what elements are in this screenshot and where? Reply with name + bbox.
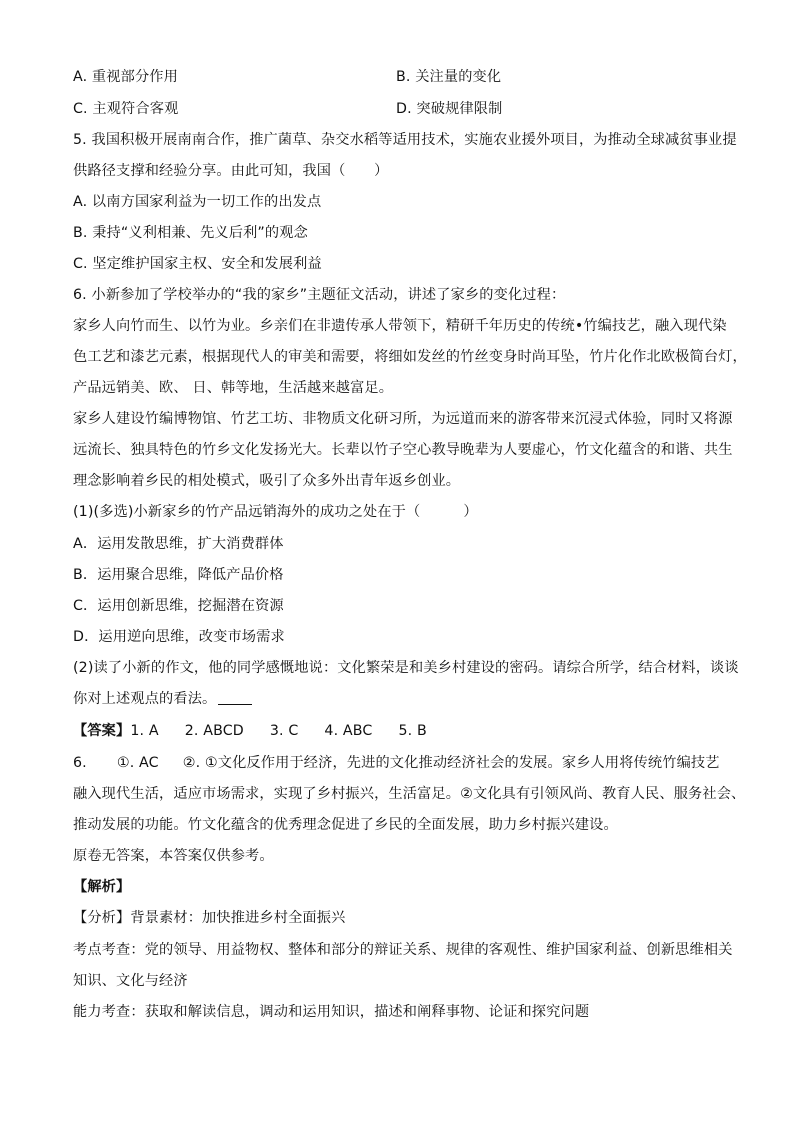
answer-6-number: 6. bbox=[73, 755, 87, 771]
answer-label: 【答案】 bbox=[73, 723, 131, 739]
answer-blank bbox=[218, 690, 252, 705]
q4-option-d: D. 突破规律限制 bbox=[396, 101, 503, 117]
analysis-ability: 能力考查：获取和解读信息，调动和运用知识，描述和阐释事物、论证和探究问题 bbox=[73, 1004, 590, 1020]
answer-6-line-2: 融入现代生活，适应市场需求，实现了乡村振兴，生活富足。②文化具有引领风尚、教育人民、服务社会、 bbox=[73, 786, 746, 802]
answer-note: 原卷无答案，本答案仅供参考。 bbox=[73, 848, 274, 864]
analysis-label: 【解析】 bbox=[73, 879, 131, 895]
q6-material-p2-line-2: 远流长、独具特色的竹乡文化发扬光大。长辈以竹子空心教导晚辈为人要虚心，竹文化蕴含的和谐、共生 bbox=[73, 442, 733, 458]
answer-6-line-1 bbox=[73, 753, 734, 773]
answer-6-line-3: 推动发展的功能。竹文化蕴含的优秀理念促进了乡民的全面发展，助力乡村振兴建设。 bbox=[73, 817, 618, 833]
q6-material-p1-line-2: 色工艺和漆艺元素，根据现代人的审美和需要，将细如发丝的竹丝变身时尚耳坠，竹片化作北欧极简台灯， bbox=[73, 349, 747, 365]
answer-5: 5. B bbox=[398, 723, 427, 739]
q6-sub1-option-c: C．运用创新思维，挖掘潜在资源 bbox=[73, 598, 284, 614]
q4-option-c: C. 主观符合客观 bbox=[73, 101, 179, 117]
analysis-background: 【分析】背景素材：加快推进乡村全面振兴 bbox=[73, 910, 346, 926]
answer-4: 4. ABC bbox=[324, 723, 373, 739]
q6-material-p1-line-3: 产品远销美、欧、 日、韩等地，生活越来越富足。 bbox=[73, 380, 394, 396]
q4-option-b: B. 关注量的变化 bbox=[396, 69, 502, 85]
q5-option-b: B. 秉持“义利相兼、先义后利”的观念 bbox=[73, 225, 308, 241]
q5-stem-line-1: 5. 我国积极开展南南合作，推广菌草、杂交水稻等适用技术，实施农业援外项目，为推动全球减贫事业提 bbox=[73, 132, 737, 148]
q6-material-p1-line-1: 家乡人向竹而生、以竹为业。乡亲们在非遗传承人带领下，精研千年历史的传统•竹编技艺，融入现代染 bbox=[73, 318, 727, 334]
q6-material-p2-line-3: 理念影响着乡民的相处模式，吸引了众多外出青年返乡创业。 bbox=[73, 473, 461, 489]
q6-sub1-option-d: D．运用逆向思维，改变市场需求 bbox=[73, 629, 285, 645]
analysis-points-line-2: 知识、文化与经济 bbox=[73, 973, 188, 989]
answer-6-part-1: ①. AC bbox=[116, 755, 159, 771]
answer-6-part-2: ②. ①文化反作用于经济，先进的文化推动经济社会的发展。家乡人用将传统竹编技艺 bbox=[182, 755, 720, 771]
q6-sub2-stem-line-1: (2)读了小新的作文，他的同学感慨地说：文化繁荣是和美乡村建设的密码。请综合所学，结合材料，谈谈 bbox=[73, 660, 739, 676]
q5-stem-line-2: 供路径支撑和经验分享。由此可知，我国（ ） bbox=[73, 163, 389, 179]
q5-option-c: C. 坚定维护国家主权、安全和发展利益 bbox=[73, 256, 322, 272]
q6-material-p2-line-1: 家乡人建设竹编博物馆、竹艺工坊、非物质文化研习所，为远道而来的游客带来沉浸式体验，同时又将源 bbox=[73, 411, 733, 427]
q4-option-a: A. 重视部分作用 bbox=[73, 69, 178, 85]
q5-option-a: A. 以南方国家利益为一切工作的出发点 bbox=[73, 194, 322, 210]
q6-sub2-text: 你对上述观点的看法。 bbox=[73, 691, 217, 707]
q6-intro: 6. 小新参加了学校举办的“我的家乡”主题征文活动，讲述了家乡的变化过程： bbox=[73, 287, 566, 303]
answer-summary-line bbox=[73, 721, 734, 741]
q6-sub2-stem-line-2 bbox=[73, 689, 734, 709]
q6-sub1-option-b: B．运用聚合思维，降低产品价格 bbox=[73, 567, 284, 583]
answer-2: 2. ABCD bbox=[184, 723, 244, 739]
analysis-points-line-1: 考点考查：党的领导、用益物权、整体和部分的辩证关系、规律的客观性、维护国家利益、创新思维相关 bbox=[73, 942, 733, 958]
q6-sub1-stem: (1)(多选)小新家乡的竹产品远销海外的成功之处在于（ ） bbox=[73, 504, 478, 520]
q6-sub1-option-a: A．运用发散思维，扩大消费群体 bbox=[73, 536, 284, 552]
answer-3: 3. C bbox=[269, 723, 299, 739]
answer-1: 1. A bbox=[130, 723, 159, 739]
